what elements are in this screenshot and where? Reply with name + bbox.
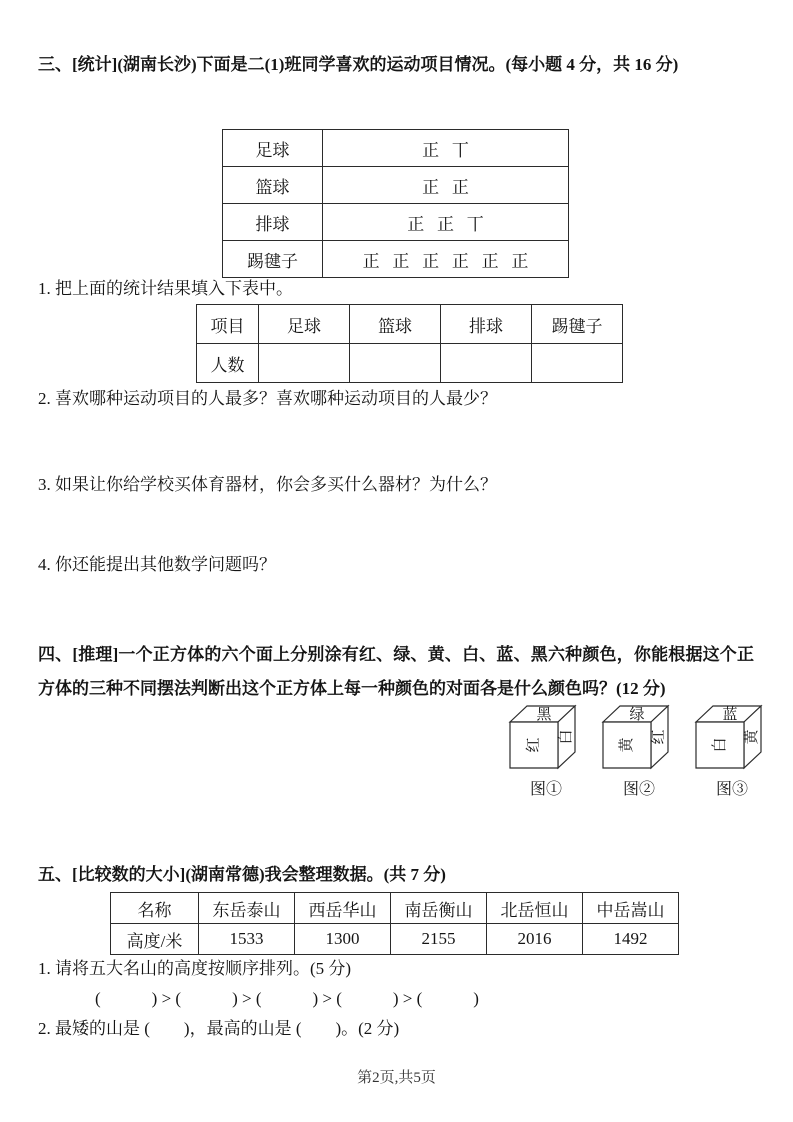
cube-top-label: 蓝 bbox=[722, 707, 738, 723]
cube-front-label: 黄 bbox=[619, 737, 635, 753]
answer-cell bbox=[532, 344, 623, 383]
cube-top-label: 黑 bbox=[536, 707, 552, 723]
mountain-table bbox=[110, 892, 679, 955]
section3-question-1: 1. 把上面的统计结果填入下表中。 bbox=[38, 279, 293, 298]
cube-figure-2 bbox=[599, 702, 679, 799]
fill-header-cell: 项目 bbox=[197, 305, 259, 344]
answer-cell bbox=[350, 344, 441, 383]
tally-row bbox=[223, 204, 569, 241]
cube-figures bbox=[506, 702, 772, 799]
tally-row-marks: 正 正 丅 bbox=[323, 204, 569, 241]
cube-side-label: 白 bbox=[558, 729, 574, 745]
answer-cell bbox=[441, 344, 532, 383]
mountain-height-cell: 2155 bbox=[391, 924, 487, 955]
section5-heading: 五、[比较数的大小](湖南常德)我会整理数据。(共 7 分) bbox=[38, 865, 446, 884]
cube-caption: 图③ bbox=[715, 781, 748, 798]
cube-caption: 图② bbox=[622, 781, 655, 798]
mountain-header-cell: 名称 bbox=[111, 893, 199, 924]
cube-side-label: 黄 bbox=[744, 729, 760, 745]
mountain-height-cell: 1533 bbox=[199, 924, 295, 955]
fill-header-cell: 踢毽子 bbox=[532, 305, 623, 344]
cube-top-label: 绿 bbox=[629, 707, 645, 723]
tally-row-marks: 正 正 正 正 正 正 bbox=[323, 241, 569, 278]
section3-question-2: 2. 喜欢哪种运动项目的人最多？喜欢哪种运动项目的人最少？ bbox=[38, 389, 497, 408]
cube-front-label: 白 bbox=[712, 737, 728, 753]
cube-caption: 图① bbox=[529, 781, 562, 798]
mountain-height-cell: 1300 bbox=[295, 924, 391, 955]
tally-row bbox=[223, 241, 569, 278]
tally-row bbox=[223, 130, 569, 167]
fill-header-cell: 篮球 bbox=[350, 305, 441, 344]
section5-question-2: 2. 最矮的山是 ( )，最高的山是 ( )。(2 分) bbox=[38, 1019, 400, 1038]
mountain-header-cell: 中岳嵩山 bbox=[583, 893, 679, 924]
fill-table-header-row bbox=[197, 305, 623, 344]
cube-side-label: 红 bbox=[651, 729, 667, 745]
tally-row-label: 排球 bbox=[223, 204, 323, 241]
mountain-height-row bbox=[111, 924, 679, 955]
mountain-header-cell: 北岳恒山 bbox=[487, 893, 583, 924]
tally-row-label: 篮球 bbox=[223, 167, 323, 204]
mountain-header-cell: 西岳华山 bbox=[295, 893, 391, 924]
mountain-header-cell: 东岳泰山 bbox=[199, 893, 295, 924]
section5-question-1: 1. 请将五大名山的高度按顺序排列。(5 分) bbox=[38, 959, 352, 978]
cube-front-label: 红 bbox=[526, 737, 542, 753]
fill-in-table bbox=[196, 304, 623, 383]
tally-row-marks: 正 丅 bbox=[323, 130, 569, 167]
mountain-height-cell: 2016 bbox=[487, 924, 583, 955]
tally-table bbox=[222, 129, 569, 278]
tally-row-marks: 正 正 bbox=[323, 167, 569, 204]
section3-question-3: 3. 如果让你给学校买体育器材，你会多买什么器材？为什么？ bbox=[38, 475, 497, 494]
cube-figure-1 bbox=[506, 702, 586, 799]
mountain-row-label: 高度/米 bbox=[111, 924, 199, 955]
answer-cell bbox=[259, 344, 350, 383]
fill-header-cell: 足球 bbox=[259, 305, 350, 344]
tally-row-label: 踢毽子 bbox=[223, 241, 323, 278]
page-number-footer: 第2页,共5页 bbox=[357, 1070, 436, 1086]
tally-row bbox=[223, 167, 569, 204]
cube-drawing bbox=[692, 702, 772, 772]
cube-drawing bbox=[506, 702, 586, 772]
section4-heading: 四、[推理]一个正方体的六个面上分别涂有红、绿、黄、白、蓝、黑六种颜色，你能根据这个正方体的三种不同摆法判断出这个正方体上每一种颜色的对面各是什么颜色吗？(12 分) bbox=[38, 645, 754, 698]
cube-figure-3 bbox=[692, 702, 772, 799]
mountain-header-cell: 南岳衡山 bbox=[391, 893, 487, 924]
ordering-blanks: ( ) > ( ) > ( ) > ( ) > ( ) bbox=[95, 989, 479, 1008]
mountain-header-row bbox=[111, 893, 679, 924]
section3-question-4: 4. 你还能提出其他数学问题吗？ bbox=[38, 555, 276, 574]
fill-header-cell: 排球 bbox=[441, 305, 532, 344]
section3-heading: 三、[统计](湖南长沙)下面是二(1)班同学喜欢的运动项目情况。(每小题 4 分，共 16 分) bbox=[38, 55, 679, 74]
fill-row-label: 人数 bbox=[197, 344, 259, 383]
fill-table-answer-row bbox=[197, 344, 623, 383]
tally-row-label: 足球 bbox=[223, 130, 323, 167]
mountain-height-cell: 1492 bbox=[583, 924, 679, 955]
cube-drawing bbox=[599, 702, 679, 772]
